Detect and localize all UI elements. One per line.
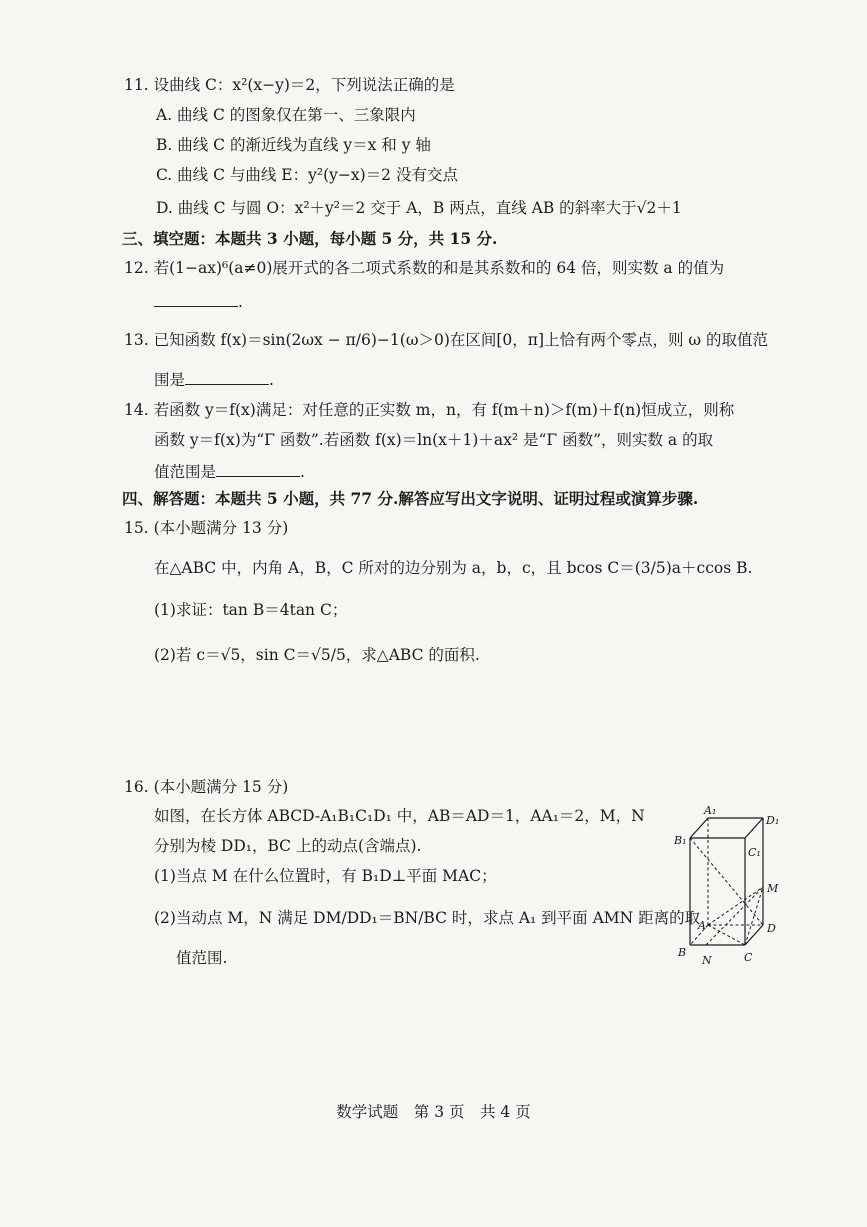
label-b: B	[678, 946, 687, 959]
section-fill-in-heading: 三、填空题：本题共 3 小题，每小题 5 分，共 15 分.	[122, 229, 498, 248]
label-d: D	[767, 922, 776, 935]
q14-label: 值范围是	[154, 463, 217, 481]
q14-answer-blank[interactable]	[216, 462, 300, 477]
q13-answer-line	[154, 370, 274, 390]
edge-d1-c1	[745, 818, 763, 838]
label-b1: B₁	[674, 834, 687, 847]
q13-answer-blank[interactable]	[185, 370, 269, 385]
label-a1: A₁	[704, 804, 717, 817]
q16-stem-line1: 如图，在长方体 ABCD-A₁B₁C₁D₁ 中，AB＝AD＝1，AA₁＝2，M，N	[154, 807, 645, 825]
section-solution-heading: 四、解答题：本题共 5 小题，共 77 分.解答应写出文字说明、证明过程或演算步骤.	[122, 489, 699, 508]
cuboid-figure	[668, 800, 798, 970]
q16-part2: (2)当动点 M，N 满足 DM/DD₁＝BN/BC 时，求点 A₁ 到平面 AMN 距离的取	[154, 909, 701, 927]
label-m: M	[767, 882, 779, 895]
label-c: C	[744, 951, 753, 964]
label-n: N	[702, 954, 712, 967]
q15-heading: 15. (本小题满分 13 分)	[124, 519, 289, 537]
segment-a-m	[708, 887, 763, 925]
q15-part2: (2)若 c＝√5，sin C＝√5/5，求△ABC 的面积.	[154, 646, 480, 664]
q11-option-a: A. 曲线 C 的图象仅在第一、三象限内	[156, 106, 416, 124]
q11-option-d: D. 曲线 C 与圆 O：x²＋y²＝2 交于 A，B 两点，直线 AB 的斜率大于√2＋1	[156, 199, 682, 217]
q11-option-b: B. 曲线 C 的渐近线为直线 y＝x 和 y 轴	[156, 136, 431, 154]
q16-stem-line2: 分别为棱 DD₁，BC 上的动点(含端点).	[154, 837, 422, 855]
q15-stem: 在△ABC 中，内角 A，B，C 所对的边分别为 a，b，c，且 bcos C＝(3/5)a＋ccos B.	[154, 559, 753, 577]
q13-period: .	[269, 371, 274, 389]
q16-heading: 16. (本小题满分 15 分)	[124, 778, 289, 796]
q14-stem-line2: 函数 y＝f(x)为“Γ 函数”.若函数 f(x)＝ln(x＋1)＋ax² 是“Γ 函数”，则实数 a 的取	[154, 431, 714, 449]
label-a: A	[698, 919, 706, 932]
page-footer: 数学试题 第 3 页 共 4 页	[336, 1103, 531, 1121]
segment-a-c	[708, 925, 745, 945]
q12-answer-blank[interactable]	[154, 292, 238, 307]
q14-answer-line	[154, 462, 305, 482]
q13-stem: 13. 已知函数 f(x)＝sin(2ωx − π/6)−1(ω＞0)在区间[0，π]上恰有两个零点，则 ω 的取值范	[124, 331, 769, 349]
q12-period: .	[238, 293, 243, 311]
q13-label: 围是	[154, 371, 186, 389]
label-c1: C₁	[748, 846, 761, 859]
label-d1: D₁	[766, 814, 780, 827]
q14-period: .	[300, 463, 305, 481]
q12-stem: 12. 若(1−ax)⁶(a≠0)展开式的各二项式系数的和是其系数和的 64 倍，则实数 a 的值为	[124, 259, 725, 277]
q14-stem-line1: 14. 若函数 y＝f(x)满足：对任意的正实数 m，n，有 f(m＋n)＞f(m)＋f(n)恒成立，则称	[124, 401, 735, 419]
q11-stem: 11. 设曲线 C：x²(x−y)＝2，下列说法正确的是	[124, 76, 455, 94]
q11-option-c: C. 曲线 C 与曲线 E：y²(y−x)＝2 没有交点	[156, 166, 458, 184]
q15-part1: (1)求证：tan B＝4tan C；	[154, 601, 348, 619]
edge-c-d	[745, 925, 763, 945]
q12-answer-line	[154, 292, 243, 312]
edge-a1-b1	[690, 818, 708, 838]
q16-part1: (1)当点 M 在什么位置时，有 B₁D⊥平面 MAC；	[154, 867, 497, 885]
q16-part2-cont: 值范围.	[176, 949, 228, 967]
